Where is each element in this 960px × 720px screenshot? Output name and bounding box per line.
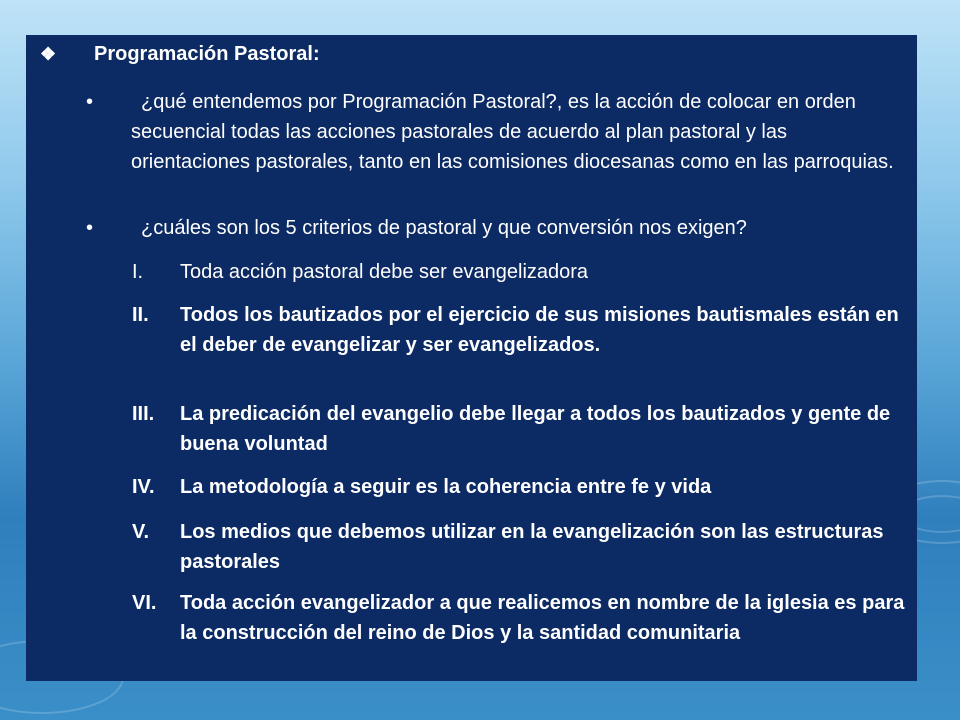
bullet-dot-icon: • bbox=[86, 217, 94, 239]
criterion-text: Los medios que debemos utilizar en la evangelización son las estructuras pastorales bbox=[180, 521, 884, 573]
criterion-item bbox=[132, 399, 917, 459]
criterion-number: VI. bbox=[132, 592, 157, 614]
bullet-item bbox=[86, 213, 906, 243]
bullet-dot-icon: • bbox=[86, 91, 94, 113]
criterion-number: I. bbox=[132, 261, 144, 283]
diamond-bullet-icon: ❖ bbox=[40, 44, 57, 64]
criterion-text: Toda acción pastoral debe ser evangelizadora bbox=[180, 261, 589, 283]
criterion-text: La metodología a seguir es la coherencia entre fe y vida bbox=[180, 476, 712, 498]
criterion-item bbox=[132, 257, 917, 287]
bullet-text: ¿cuáles son los 5 criterios de pastoral y que conversión nos exigen? bbox=[141, 217, 747, 239]
criterion-item bbox=[132, 517, 917, 577]
criterion-item bbox=[132, 300, 917, 360]
criterion-text: La predicación del evangelio debe llegar a todos los bautizados y gente de buena voluntad bbox=[180, 403, 891, 455]
heading-text: Programación Pastoral: bbox=[94, 43, 320, 65]
content-panel bbox=[26, 35, 917, 681]
bullet-item bbox=[86, 87, 906, 177]
criterion-item bbox=[132, 472, 917, 502]
criterion-number: II. bbox=[132, 304, 149, 326]
criterion-item bbox=[132, 588, 917, 648]
bullet-text: ¿qué entendemos por Programación Pastoral?, es la acción de colocar en orden secuencial todas las acciones pastorales de acuerdo al plan pastoral y las orientaciones pastorales, tanto en las comisiones diocesanas como en las parroquias. bbox=[131, 91, 894, 173]
criterion-number: III. bbox=[132, 403, 155, 425]
criterion-number: IV. bbox=[132, 476, 155, 498]
criterion-text: Toda acción evangelizador a que realicemos en nombre de la iglesia es para la construcción del reino de Dios y la santidad comunitaria bbox=[180, 592, 905, 644]
criterion-text: Todos los bautizados por el ejercicio de sus misiones bautismales están en el deber de evangelizar y ser evangelizados. bbox=[180, 304, 899, 356]
criterion-number: V. bbox=[132, 521, 150, 543]
section-heading bbox=[40, 43, 320, 66]
